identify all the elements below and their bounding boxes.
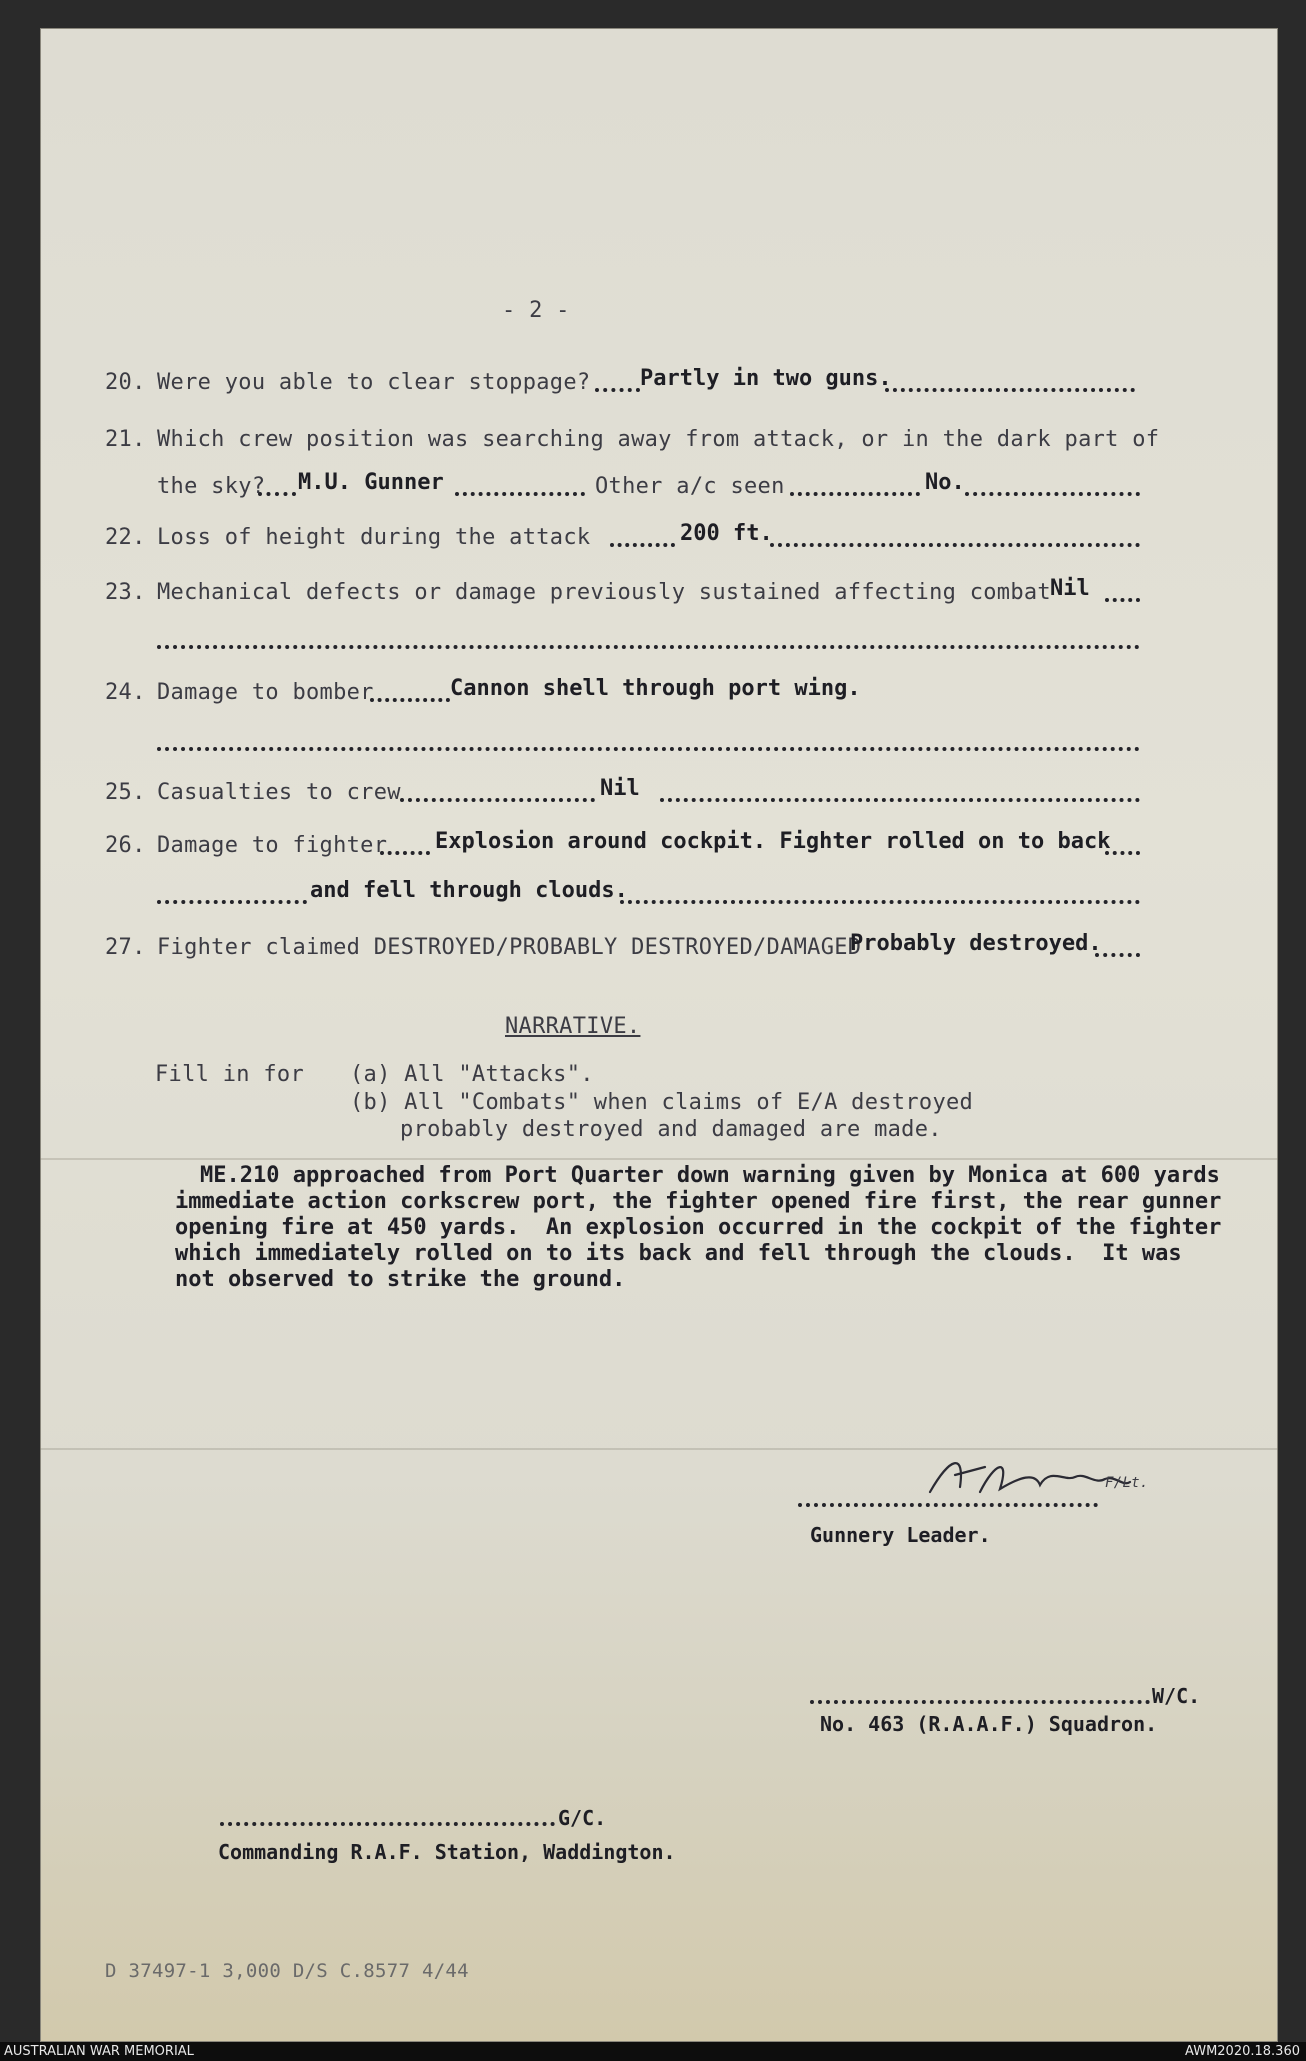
footer-right-text: AWM2020.18.360 xyxy=(1185,2044,1300,2059)
question-label: the sky? xyxy=(157,474,266,499)
archive-footer xyxy=(0,2042,1306,2061)
answer-text: Nil xyxy=(600,776,640,801)
signature-rank: F/Lt. xyxy=(1105,1475,1149,1491)
narrative-option-b: (b) All "Combats" when claims of E/A destroyed xyxy=(350,1090,974,1115)
question-label: Loss of height during the attack xyxy=(157,525,591,550)
question-label: Were you able to clear stoppage? xyxy=(157,370,591,395)
fill-dots xyxy=(380,851,430,855)
page-number: - 2 - xyxy=(502,298,570,323)
fill-dots xyxy=(157,747,1140,751)
narrative-option-b-cont: probably destroyed and damaged are made. xyxy=(400,1117,942,1142)
narrative-heading: NARRATIVE. xyxy=(505,1014,641,1039)
signature-line xyxy=(220,1822,555,1826)
fill-dots xyxy=(1095,953,1140,957)
question-label: Fighter claimed DESTROYED/PROBABLY DESTROYED/DAMAGED xyxy=(157,935,862,960)
fill-dots xyxy=(1105,598,1140,602)
gunnery-leader-label: Gunnery Leader. xyxy=(810,1523,991,1547)
fill-dots xyxy=(455,492,585,496)
narrative-line: which immediately rolled on to its back and fell through the clouds. It was xyxy=(175,1241,1182,1266)
signature-line xyxy=(798,1503,1098,1507)
fill-dots xyxy=(770,543,1140,547)
question-label: Other a/c seen xyxy=(595,474,785,499)
question-number: 22. xyxy=(105,525,146,550)
print-code: D 37497-1 3,000 D/S C.8577 4/44 xyxy=(105,1960,469,1982)
question-number: 21. xyxy=(105,427,146,452)
fill-dots xyxy=(400,798,595,802)
narrative-line: not observed to strike the ground. xyxy=(175,1267,626,1292)
document-page xyxy=(40,28,1278,2042)
fill-dots xyxy=(610,543,675,547)
narrative-option-a: (a) All "Attacks". xyxy=(350,1062,594,1087)
question-label: Damage to bomber xyxy=(157,680,374,705)
narrative-line: opening fire at 450 yards. An explosion occurred in the cockpit of the fighter xyxy=(175,1215,1222,1240)
fill-dots xyxy=(1105,851,1140,855)
fill-dots xyxy=(620,900,1140,904)
question-number: 23. xyxy=(105,580,146,605)
station-label: Commanding R.A.F. Station, Waddington. xyxy=(218,1840,676,1864)
narrative-line: ME.210 approached from Port Quarter down warning given by Monica at 600 yards xyxy=(200,1163,1220,1188)
fill-dots xyxy=(660,798,1140,802)
fill-dots xyxy=(595,388,640,392)
wing-commander-label: W/C. xyxy=(1152,1684,1201,1708)
narrative-instruction: Fill in for xyxy=(155,1062,304,1087)
fill-dots xyxy=(885,388,1135,392)
squadron-label: No. 463 (R.A.A.F.) Squadron. xyxy=(820,1712,1158,1736)
fill-dots xyxy=(370,698,450,702)
fill-dots xyxy=(965,492,1140,496)
fill-dots xyxy=(157,900,307,904)
question-number: 24. xyxy=(105,680,146,705)
page-fold xyxy=(40,1158,1278,1160)
question-label: Damage to fighter xyxy=(157,833,388,858)
group-captain-label: G/C. xyxy=(558,1806,607,1830)
answer-text: Partly in two guns. xyxy=(640,366,892,391)
question-number: 20. xyxy=(105,370,146,395)
answer-text: Probably destroyed. xyxy=(850,931,1102,956)
answer-text: 200 ft. xyxy=(680,521,773,546)
question-number: 25. xyxy=(105,780,146,805)
answer-text: M.U. Gunner xyxy=(298,470,444,495)
fill-dots xyxy=(157,645,1140,649)
fill-dots xyxy=(790,492,920,496)
answer-text: Explosion around cockpit. Fighter rolled on to back xyxy=(435,829,1111,854)
signature-line xyxy=(810,1700,1150,1704)
footer-left-text: AUSTRALIAN WAR MEMORIAL xyxy=(4,2044,194,2059)
question-label: Which crew position was searching away from attack, or in the dark part of xyxy=(157,427,1160,452)
question-number: 27. xyxy=(105,935,146,960)
question-label: Mechanical defects or damage previously sustained affecting combat xyxy=(157,580,1051,605)
answer-text: Cannon shell through port wing. xyxy=(450,676,861,701)
question-label: Casualties to crew xyxy=(157,780,401,805)
answer-text: No. xyxy=(925,470,965,495)
answer-text: Nil xyxy=(1050,576,1090,601)
narrative-line: immediate action corkscrew port, the fighter opened fire first, the rear gunner xyxy=(175,1189,1222,1214)
question-number: 26. xyxy=(105,833,146,858)
fill-dots xyxy=(258,492,296,496)
answer-text: and fell through clouds. xyxy=(310,878,628,903)
